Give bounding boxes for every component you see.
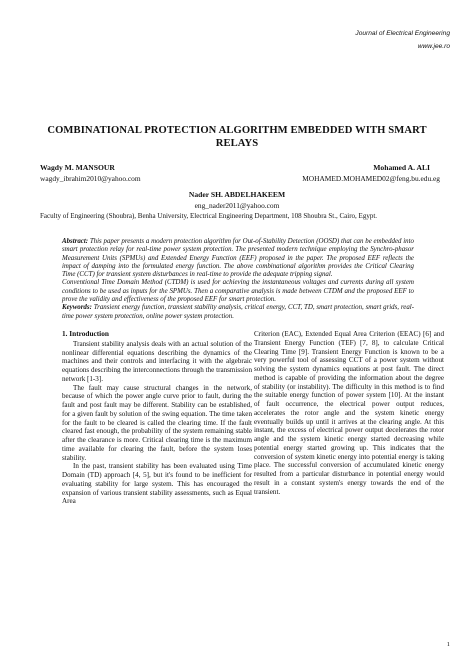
abstract [62,238,414,321]
abstract-label: Abstract: [62,238,89,245]
author-1-name: Wagdy M. MANSOUR [40,163,115,172]
intro-paragraph-2: The fault may cause structural changes in the network, because of which the power angle curve prior to fault, during the fault and post fault may be different. Stability can be established, for a given fault by solution of the swing equation. The time taken for the fault to be cleared is called the clearing time. If the fault cleared fast enough, the probability of the system remaining stable after the clearance is more. Critical clearing time is the maximum time available for clearing the fault, before the system loses stability. [62,383,252,462]
author-3-name: Nader SH. ABDELHAKEEM [188,190,286,199]
journal-website[interactable]: www.jee.ro [417,43,450,50]
page-number: 1 [446,641,450,648]
author-1-email[interactable]: wagdy_ibrahim2010@yahoo.com [40,174,141,183]
section-heading-introduction: 1. Introduction [62,329,109,338]
keywords-label: Keywords: [62,304,92,312]
keywords-paragraph [62,304,414,321]
paper-title: COMBINATIONAL PROTECTION ALGORITHM EMBEDDED WITH SMART RELAYS [47,125,427,149]
author-2-name: Mohamed A. ALI [373,163,430,172]
intro-paragraph-1: Transient stability analysis deals with an actual solution of the nonlinear differential equations describing the dynamics of the machines and their controls and interfacing it with the algebraic equations describing the interconnections through the transmission network [1-3]. [62,339,252,383]
keywords-text: Transient energy function, transient stability analysis, critical energy, CCT, TD, smart protection, smart grids, real-time power system protection, online power system protection. [62,304,414,320]
intro-paragraph-4: Criterion (EAC), Extended Equal Area Criterion (EEAC) [6] and Transient Energy Function (TEF) [7, 8], to calculate Critical Clearing Time [9]. Transient Energy Function is known to be a very powerful tool of assessing CCT of a power system without solving the system dynamics equations at post fault. The direct method is capable of providing the information about the degree of stability (or instability). The difficulty in this method is to find the suitable energy function of power system [10]. At the instant of fault occurrence, the electrical power output reduces, accelerates the rotor angle and the system kinetic energy eventually builds up until it arrives at the clearing angle. At this instant, the excess of electrical power output decelerates the rotor angle and the system kinetic energy started decreasing while potential energy started growing up. This indicates that the conversion of system kinetic energy into potential energy is taking place. The successful conversion of accumulated kinetic energy resulted from a particular disturbance in potential energy would result in a constant system's energy towards the end of the transient. [254,330,444,496]
abstract-paragraph-2: Conventional Time Domain Method (CTDM) is used for achieving the instantaneous voltages and currents during all system conditions to be used as inputs for the SPMUs. Then a comparative analysis is made between CTDM and the proposed EEF to prove the validity and effectiveness of the proposed EEF for smart protection. [62,279,414,304]
abstract-paragraph-1 [62,238,414,279]
author-3-email[interactable]: eng_nader2011@yahoo.com [194,201,280,210]
affiliation: Faculty of Engineering (Shoubra), Benha University, Electrical Engineering Department, 108 Shoubra St., Cairo, Egypt. [40,212,378,220]
author-2-email[interactable]: MOHAMED.MOHAMED02@feng.bu.edu.eg [302,174,440,183]
journal-name: Journal of Electrical Engineering [355,30,450,37]
intro-paragraph-3: In the past, transient stability has been evaluated using Time Domain (TD) approach [4, 5], but it's found to be inefficient for evaluating stability for large system. This has encouraged the expansion of various transient stability assessments, such as Equal Area [62,462,252,506]
abstract-text-1: This paper presents a modern protection algorithm for Out-of-Stability Detection (OOSD) that can be embedded into smart protection relay for real-time power system protection. The presented modern technique employing the Synchro-phasor Measurement Units (SPMUs) and Extended Energy Function (EEF) proposed in the paper. The proposed EEF reflects the impact of damping into the formulated energy function. The above combinational algorithm provides the Critical Clearing Time (CCT) for transient system disturbances in real-time to provide the adequate tripping signal. [62,238,414,279]
column-left [62,330,252,506]
column-right [254,330,444,496]
